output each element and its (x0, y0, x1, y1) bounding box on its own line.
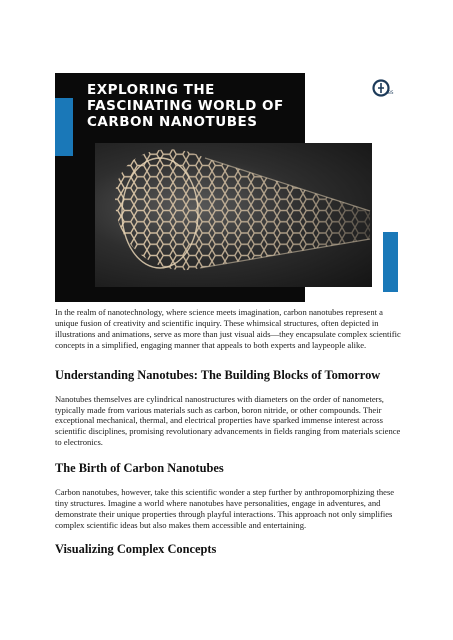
intro-paragraph: In the realm of nanotechnology, where science meets imagination, carbon nanotubes represent a unique fusion of creativity and scientific inquiry. These whimsical structures, often depicted in illustrations and animations, serve as more than just visual aids—they encapsulate complex scientific concepts in a simplified, engaging manner that appeals to both experts and laypeople alike. (55, 307, 401, 350)
section-paragraph: Nanotubes themselves are cylindrical nanostructures with diameters on the order of nanometers, typically made from various materials such as carbon, boron nitride, or other compounds. Their exceptional mechanical, thermal, and electrical properties have sparked immense interest across scientific disciplines, promising revolutionary advancements in fields ranging from materials science to electronics. (55, 393, 401, 448)
accent-bar-left (55, 98, 73, 156)
svg-text:IBS: IBS (387, 90, 394, 95)
company-logo-icon (372, 79, 394, 97)
hero-title: EXPLORING THE FASCINATING WORLD OF CARBON NANOTUBES (87, 82, 284, 130)
section-paragraph: Carbon nanotubes, however, take this scientific wonder a step further by anthropomorphizing these tiny structures. Imagine a world where nanotubes have personalities, engage in adventures, and demonstrate their unique properties through playful interactions. This approach not only simplifies complex scientific ideas but also makes them accessible and entertaining. (55, 487, 395, 530)
section-heading: Understanding Nanotubes: The Building Blocks of Tomorrow (55, 367, 381, 382)
article-body (55, 307, 401, 557)
nanotube-image (95, 143, 372, 287)
accent-bar-right (383, 232, 398, 292)
section-heading: Visualizing Complex Concepts (55, 541, 217, 556)
section-heading: The Birth of Carbon Nanotubes (55, 461, 224, 476)
